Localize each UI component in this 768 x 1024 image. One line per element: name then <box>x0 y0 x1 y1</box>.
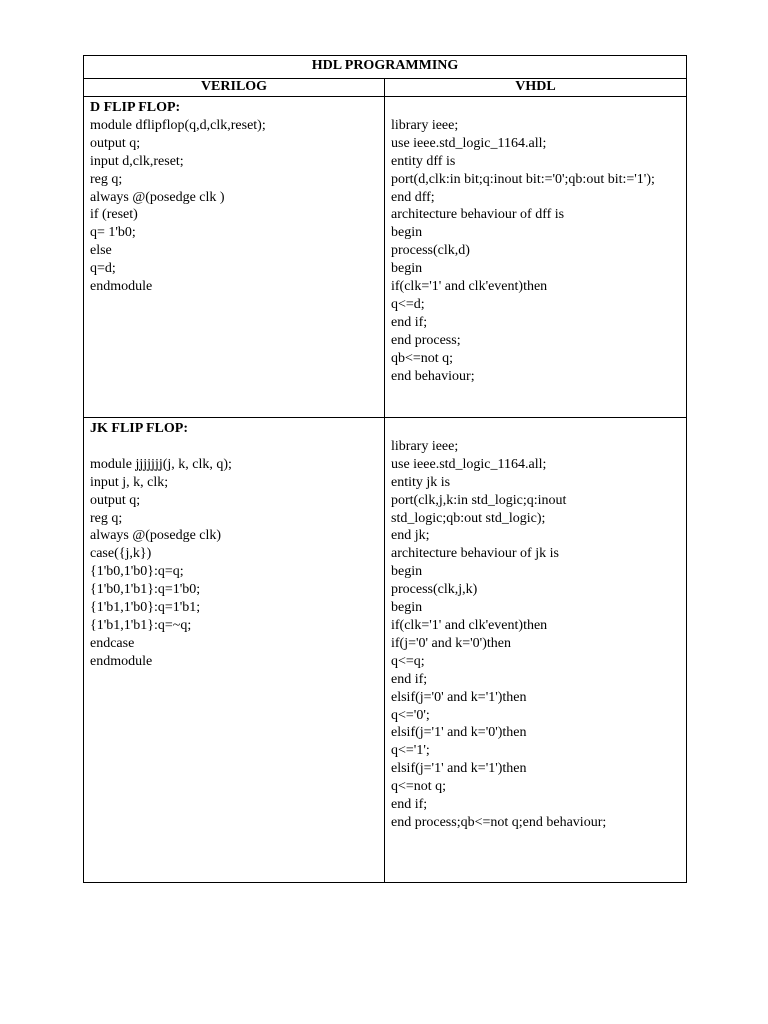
code-line: use ieee.std_logic_1164.all; <box>391 456 547 472</box>
code-line <box>90 438 384 456</box>
code-line: entity jk is <box>391 474 451 490</box>
code-line: architecture behaviour of dff is <box>391 207 565 223</box>
code-line: case({j,k}) <box>90 546 152 562</box>
code-line: module dflipflop(q,d,clk,reset); <box>90 117 266 133</box>
jk-vhdl-cell <box>385 418 687 883</box>
code-line: elsif(j='1' and k='1')then <box>391 761 527 777</box>
code-line: end if; <box>391 797 428 813</box>
code-line: q<=not q; <box>391 779 447 795</box>
code-line: library ieee; <box>391 117 459 133</box>
code-line: input j, k, clk; <box>90 474 169 490</box>
code-line: elsif(j='1' and k='0')then <box>391 725 527 741</box>
code-line <box>391 420 686 438</box>
code-line: q<=d; <box>391 296 425 312</box>
code-line: if(j='0' and k='0')then <box>391 635 511 651</box>
dff-section-title: D FLIP FLOP: <box>90 100 181 115</box>
code-line: output q; <box>90 135 141 151</box>
module-declaration-line <box>90 456 384 474</box>
code-line: begin <box>391 600 423 616</box>
code-line: reg q; <box>90 510 123 526</box>
code-line: endmodule <box>90 279 153 295</box>
code-line: use ieee.std_logic_1164.all; <box>391 135 547 151</box>
code-line: end behaviour; <box>391 368 475 384</box>
code-line: begin <box>391 564 423 580</box>
dff-vhdl-cell <box>385 97 687 418</box>
verilog-column-header: VERILOG <box>84 79 385 97</box>
code-line: std_logic;qb:out std_logic); <box>391 510 546 526</box>
table-title: HDL PROGRAMMING <box>84 56 687 79</box>
code-line: endmodule <box>90 653 153 669</box>
code-line: {1'b1,1'b0}:q=1'b1; <box>90 600 201 616</box>
code-line: library ieee; <box>391 438 459 454</box>
code-line: begin <box>391 225 423 241</box>
code-line: reg q; <box>90 171 123 187</box>
vhdl-column-header: VHDL <box>385 79 687 97</box>
hdl-table <box>83 55 687 883</box>
code-line: architecture behaviour of jk is <box>391 546 559 562</box>
code-line: else <box>90 243 112 259</box>
module-ports: (j, k, clk, q); <box>162 456 232 472</box>
code-line: if (reset) <box>90 207 138 223</box>
code-line: end process;qb<=not q;end behaviour; <box>391 814 607 830</box>
code-line: port(clk,j,k:in std_logic;q:inout <box>391 492 567 508</box>
module-name: jjjjjjj <box>135 456 163 472</box>
code-line: port(d,clk:in bit;q:inout bit:='0';qb:out bit:='1'); <box>391 171 655 187</box>
jk-verilog-cell <box>84 418 385 883</box>
code-line: endcase <box>90 635 135 651</box>
code-line: q<='0'; <box>391 707 430 723</box>
code-line: q<=q; <box>391 653 425 669</box>
code-line: end jk; <box>391 528 430 544</box>
code-line: {1'b1,1'b1}:q=~q; <box>90 617 192 633</box>
code-line: process(clk,j,k) <box>391 582 478 598</box>
code-line: end if; <box>391 314 428 330</box>
code-line: begin <box>391 261 423 277</box>
module-keyword: module <box>90 456 136 472</box>
code-line: {1'b0,1'b1}:q=1'b0; <box>90 582 201 598</box>
code-line: process(clk,d) <box>391 243 470 259</box>
code-line: end process; <box>391 332 461 348</box>
code-line: entity dff is <box>391 153 456 169</box>
code-line: qb<=not q; <box>391 350 454 366</box>
code-line: q<='1'; <box>391 743 430 759</box>
code-line <box>391 99 686 117</box>
code-line: input d,clk,reset; <box>90 153 184 169</box>
code-line: if(clk='1' and clk'event)then <box>391 617 548 633</box>
code-line: end dff; <box>391 189 435 205</box>
code-line: if(clk='1' and clk'event)then <box>391 279 548 295</box>
code-line: {1'b0,1'b0}:q=q; <box>90 564 184 580</box>
code-line: elsif(j='0' and k='1')then <box>391 689 527 705</box>
code-line: end if; <box>391 671 428 687</box>
code-line: always @(posedge clk ) <box>90 189 225 205</box>
code-line: output q; <box>90 492 141 508</box>
code-line: q=d; <box>90 261 116 277</box>
code-line: always @(posedge clk) <box>90 528 222 544</box>
code-line: q= 1'b0; <box>90 225 136 241</box>
dff-verilog-cell <box>84 97 385 418</box>
jk-section-title: JK FLIP FLOP: <box>90 421 188 436</box>
